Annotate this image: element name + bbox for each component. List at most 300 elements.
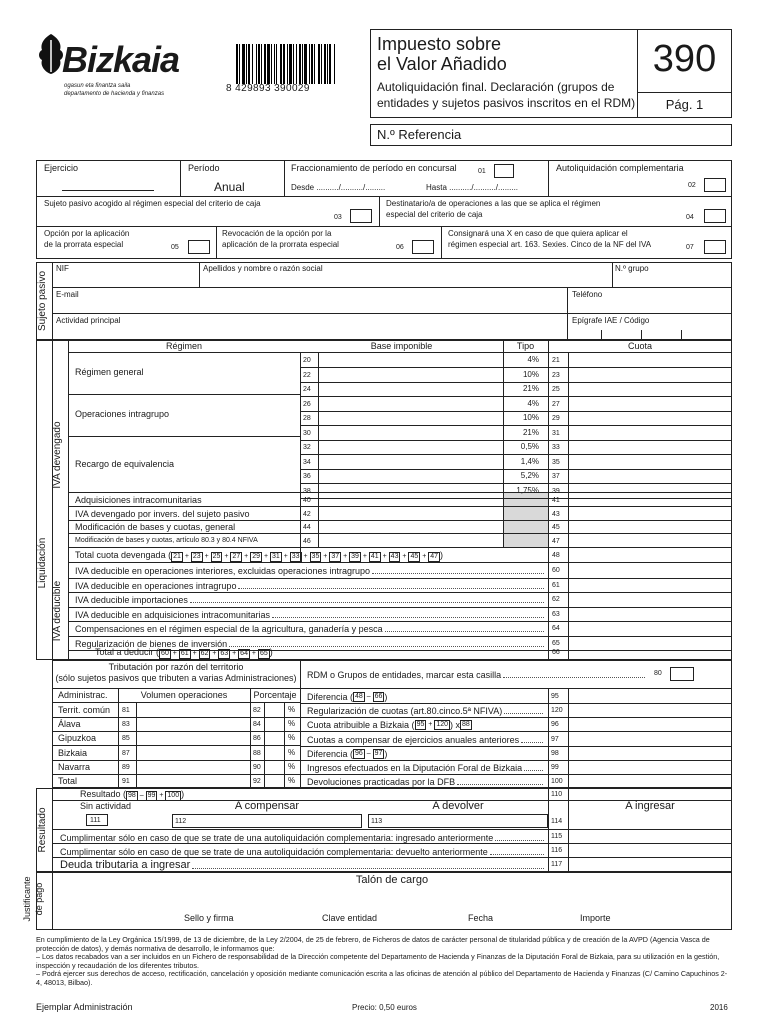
legal-p2: – Los datos recabados van a ser incluidos en un Fichero de responsabilidad de la Dirección competente del Departamento de Hacienda y Finanzas de la Diputación Foral de Bizkaia, para su utilización en la gestión, inspección y recaudación de los diferentes tributos.: [36, 952, 720, 970]
pct-input-82[interactable]: [265, 703, 284, 717]
deducible-label: Compensaciones en el régimen especial de la agricultura, ganadería y pesca: [75, 624, 383, 634]
ref-box-48: 48: [355, 693, 363, 700]
deducible-label: IVA deducible en operaciones intragrupo: [75, 580, 237, 591]
cuota-code-100: 100: [551, 778, 563, 786]
close-paren: ): [384, 748, 388, 759]
trib-right-label: Devoluciones practicadas por la DFB: [307, 777, 456, 788]
pct-code-82: 82: [253, 707, 261, 714]
barcode-bar: [264, 44, 266, 84]
opcion-prorrata-checkbox[interactable]: [188, 240, 210, 254]
consignara-1: Consignará una X en caso de que quiera aplicar el: [448, 229, 628, 238]
extra-label-46: Modificación de bases y cuotas, artículo 80.3 y 80.4 NFIVA: [75, 536, 258, 544]
vol-input-87[interactable]: [137, 746, 250, 760]
cuota-code-31: 31: [552, 429, 560, 437]
ejemplar-label: Ejemplar Administración: [36, 1002, 133, 1012]
cuota-code-29: 29: [552, 415, 560, 422]
cuota-input-64[interactable]: [569, 621, 732, 635]
barcode-bar: [321, 44, 322, 84]
ref-chain: [353, 690, 384, 702]
cuota-input-97[interactable]: [569, 732, 732, 746]
cuota-code-43: 43: [552, 510, 560, 518]
cuota-code-62: 62: [552, 596, 560, 603]
vol-input-81[interactable]: [137, 703, 250, 717]
pct-input-90[interactable]: [265, 760, 284, 774]
ref-box-37: 37: [331, 553, 340, 560]
operator: +: [249, 650, 258, 657]
base-code-30: 30: [303, 429, 311, 437]
cuota-code-61: 61: [552, 581, 560, 589]
subtitle-2: entidades y sujetos pasivos inscritos en el RDM): [377, 96, 636, 110]
cuota-input-23[interactable]: [569, 368, 732, 382]
base-code-28: 28: [303, 415, 311, 422]
ref-box-88: 88: [462, 721, 470, 729]
trib-right-row-99: [307, 762, 545, 773]
operator: +: [242, 553, 251, 560]
ref-box-23: 23: [192, 553, 201, 560]
destinatario-label-1: Destinatario/a de operaciones a las que se aplica el régimen: [386, 199, 601, 208]
base-input-20[interactable]: [319, 353, 503, 367]
leader-dots: [457, 784, 543, 785]
trib-right-row-120: [307, 705, 545, 716]
code-01: 01: [478, 168, 486, 175]
pct-input-92[interactable]: [265, 774, 284, 788]
base-input-46[interactable]: [319, 534, 503, 547]
vol-code-87: 87: [122, 749, 130, 757]
code-113: 113: [371, 818, 383, 825]
fraccionamiento-label: Fraccionamiento de período en concursal: [291, 163, 457, 173]
cuota-input-43[interactable]: [569, 507, 732, 520]
ref-box-31: 31: [271, 553, 280, 560]
operator: +: [360, 553, 369, 560]
admin-91: Total: [58, 776, 78, 786]
trib-right-row-96: [307, 719, 545, 730]
telefono-label: Teléfono: [572, 290, 603, 299]
base-code-42: 42: [303, 510, 311, 518]
rdm-checkbox[interactable]: [670, 667, 694, 681]
vol-code-81: 81: [122, 707, 130, 714]
barcode-bar: [248, 44, 250, 84]
barcode-bar: [271, 44, 272, 84]
ref-box-41: 41: [370, 553, 379, 560]
tributacion-title-2: (sólo sujetos pasivos que tributen a varias Administraciones): [55, 673, 297, 683]
code-110: 110: [551, 791, 563, 798]
deducible-row-64: [75, 623, 546, 634]
opcion-prorrata-2: de la prorrata especial: [44, 240, 124, 249]
a-devolver-input[interactable]: [368, 814, 548, 828]
resultado-label: Resultado: [37, 807, 48, 853]
cuota-code-39: 39: [552, 487, 560, 495]
cuota-input-37[interactable]: [569, 469, 732, 483]
base-code-24: 24: [303, 386, 311, 393]
operator: –: [364, 749, 373, 757]
page-number: Pág. 1: [665, 97, 704, 112]
leader-dots: [504, 713, 543, 714]
trib-right-row-98: [307, 748, 545, 759]
barcode-bar: [258, 44, 260, 84]
ref-box-21: 21: [173, 553, 181, 560]
leader-dots: [372, 573, 544, 574]
base-input-22[interactable]: [319, 368, 503, 382]
cuota-code-99: 99: [551, 764, 559, 771]
barcode-bar: [256, 44, 257, 84]
cuota-input-100[interactable]: [569, 774, 732, 788]
barcode-bar: [289, 44, 292, 84]
ejercicio-label: Ejercicio: [44, 163, 79, 173]
vol-input-83[interactable]: [137, 717, 250, 731]
barcode-bar: [327, 44, 328, 84]
tipo-34: 1,4%: [520, 456, 539, 466]
operator: +: [321, 553, 330, 560]
code-115: 115: [551, 833, 563, 840]
operator: +: [301, 553, 310, 560]
nif-label: NIF: [56, 264, 69, 273]
ref-box-29: 29: [252, 553, 260, 560]
ref-box-33: 33: [291, 553, 300, 560]
ref-box-64: 64: [240, 650, 248, 657]
actividad-label: Actividad principal: [56, 316, 121, 325]
col-cuota: Cuota: [627, 341, 653, 351]
revocacion-checkbox[interactable]: [412, 240, 434, 254]
base-input-26[interactable]: [319, 397, 503, 411]
sello-firma: Sello y firma: [184, 913, 234, 923]
tipo-30: 21%: [522, 427, 539, 437]
regimen-general-label: Régimen general: [75, 367, 144, 377]
cuota-input-47[interactable]: [569, 534, 732, 547]
leader-dots: [190, 602, 544, 603]
cuota-code-21: 21: [552, 357, 560, 364]
cuota-code-33: 33: [552, 444, 560, 451]
cuota-input-29[interactable]: [569, 411, 732, 425]
cuota-input-63[interactable]: [569, 607, 732, 621]
pct-input-84[interactable]: [265, 717, 284, 731]
barcode: [226, 44, 346, 98]
cuota-input-96[interactable]: [569, 717, 732, 731]
base-code-22: 22: [303, 371, 311, 379]
barcode-bar: [283, 44, 285, 84]
operator: +: [182, 553, 191, 560]
clave-entidad: Clave entidad: [322, 913, 378, 923]
code-116: 116: [551, 847, 563, 854]
deducible-row-62: [75, 594, 546, 605]
cuota-input-41[interactable]: [569, 493, 732, 506]
base-code-36: 36: [303, 473, 311, 480]
cuota-input-61[interactable]: [569, 578, 732, 592]
leader-dots: [521, 742, 543, 743]
deducible-label: IVA deducible importaciones: [75, 595, 188, 605]
pct-code-92: 92: [253, 778, 261, 785]
cuota-code-96: 96: [551, 721, 559, 729]
vol-input-85[interactable]: [137, 731, 250, 745]
barcode-bar: [318, 44, 320, 84]
deducible-label: IVA deducible en adquisiciones intracomunitarias: [75, 609, 270, 620]
complementaria-devuelto: Cumplimentar sólo en caso de que se trate de una autoliquidación complementaria: devuelto anteriormente: [60, 845, 546, 857]
cuota-code-41: 41: [552, 497, 560, 504]
pct-sign: %: [288, 776, 296, 785]
trib-right-label: Regularización de cuotas (art.80.cinco.5ª NFIVA): [307, 706, 503, 717]
cuota-48-input[interactable]: [569, 548, 732, 562]
cuota-code-27: 27: [552, 400, 560, 408]
code-03: 03: [334, 214, 342, 221]
cuota-code-65: 65: [552, 639, 560, 647]
desde-field[interactable]: Desde ........../........../.........: [291, 183, 386, 192]
total-devengada-label: Total cuota devengada ( 21 + 23 + 25 + 27 + 29 + 31 + 33 + 35 + 37 + 39 + 41 + 43 + 45 + 47 ): [75, 550, 444, 560]
legal-p1: En cumplimiento de la Ley Orgánica 15/1999, de 13 de diciembre, de la Ley 2/2004, de 25 de febrero, de Ficheros de datos de carácter personal de titularidad pública y de creación de la AVPD (Agencia Vasca de protección de datos), y demás normativa de desarrollo, le informamos que:: [36, 935, 710, 953]
talon-cargo: Talón de cargo: [355, 874, 429, 886]
tipo-20: 4%: [527, 355, 539, 364]
iva-devengado-label: IVA devengado: [52, 421, 63, 489]
trib-right-label: Diferencia (: [307, 748, 354, 759]
code-04: 04: [686, 214, 694, 221]
importe-label: Importe: [580, 913, 611, 923]
pct-sign: %: [288, 761, 296, 771]
rdm-label: RDM o Grupos de entidades, marcar esta casilla: [307, 668, 647, 680]
base-code-32: 32: [303, 444, 311, 451]
base-input-36[interactable]: [319, 469, 503, 483]
autoliq-complementaria-label: Autoliquidación complementaria: [556, 163, 684, 173]
tax-title-1: Impuesto sobre: [377, 34, 502, 54]
deducible-row-63: [75, 609, 546, 620]
ejercicio-input[interactable]: [62, 190, 154, 191]
extra-label-42: IVA devengado por invers. del sujeto pasivo: [75, 508, 250, 519]
periodo-label: Período: [188, 163, 220, 173]
operator: +: [281, 553, 290, 560]
operator: +: [230, 650, 239, 657]
revocacion-1: Revocación de la opción por la: [222, 229, 332, 238]
barcode-bar: [242, 44, 245, 84]
base-input-32[interactable]: [319, 440, 503, 454]
pct-sign: %: [288, 733, 296, 743]
cuota-input-62[interactable]: [569, 592, 732, 606]
extra-label-44: Modificación de bases y cuotas, general: [75, 522, 236, 532]
base-input-44[interactable]: [319, 520, 503, 533]
cuota-input-65[interactable]: [569, 636, 732, 650]
fraccionamiento-checkbox[interactable]: [494, 164, 514, 178]
ref-box-62: 62: [200, 650, 209, 657]
cuota-input-120[interactable]: [569, 703, 732, 717]
hasta-field[interactable]: Hasta ........../........../.........: [426, 183, 519, 192]
cuota-code-98: 98: [551, 749, 559, 757]
operator: +: [157, 792, 166, 799]
base-code-20: 20: [303, 357, 311, 364]
cuota-code-45: 45: [552, 524, 560, 531]
barcode-bars: [226, 44, 346, 84]
cuota-code-64: 64: [552, 625, 560, 632]
code-112: 112: [175, 818, 187, 825]
deducible-label: IVA deducible en operaciones interiores, excluidas operaciones intragrupo: [75, 566, 371, 576]
ref-box-61: 61: [180, 650, 189, 657]
tipo-26: 4%: [527, 398, 539, 408]
vol-input-89[interactable]: [137, 760, 250, 774]
tipo-24: 21%: [522, 384, 539, 393]
cuota-code-47: 47: [552, 537, 560, 545]
vol-input-91[interactable]: [137, 774, 250, 788]
base-code-34: 34: [303, 458, 311, 466]
legal-p3: – Podrá ejercer sus derechos de acceso, rectificación, cancelación y oposición mediante comunicación escrita a las oficinas de atención al público del Departamento de Hacienda y Finanzas (C/ Camino Capuchinos 2-4, 48013, Bilbao).: [36, 969, 728, 987]
admin-83: Álava: [58, 719, 81, 730]
pct-input-86[interactable]: [265, 731, 284, 745]
cuota-input-25[interactable]: [569, 382, 732, 396]
barcode-bar: [246, 44, 247, 84]
base-input-24[interactable]: [319, 382, 503, 396]
total-deducir-label: Total a deducir ( 60 + 61 + 62 + 63 + 64 + 65 ): [95, 647, 273, 657]
operator: +: [210, 650, 219, 657]
operator: +: [426, 721, 435, 729]
deducible-row-61: [75, 580, 546, 591]
a-compensar-label: A compensar: [234, 800, 300, 812]
vol-code-83: 83: [122, 721, 130, 729]
deuda-tributaria: Deuda tributaria a ingresar: [60, 858, 546, 871]
pct-code-86: 86: [253, 735, 261, 743]
cuota-input-45[interactable]: [569, 520, 732, 533]
barcode-bar: [296, 44, 297, 84]
tipo-36: 5,2%: [520, 471, 539, 480]
a-compensar-input[interactable]: [172, 814, 362, 828]
operator: +: [262, 553, 270, 560]
col-volumen: Volumen operaciones: [140, 690, 228, 700]
resultado-formula: Resultado ( 98 – 99 + 100 ): [80, 789, 185, 799]
ref-box-66: 66: [374, 693, 383, 700]
trib-right-label: Cuotas a compensar de ejercicios anuales anteriores: [307, 734, 520, 745]
ref-box-99: 99: [147, 792, 156, 799]
ref-box-35: 35: [311, 553, 320, 560]
cuota-input-60[interactable]: [569, 563, 732, 577]
pct-code-84: 84: [253, 721, 261, 729]
leader-dots: [238, 588, 544, 589]
code-07: 07: [686, 244, 694, 251]
base-input-34[interactable]: [319, 455, 503, 469]
operaciones-intragrupo-label: Operaciones intragrupo: [75, 409, 170, 419]
barcode-bar: [324, 44, 326, 84]
admin-85: Gipuzkoa: [58, 733, 97, 744]
cuota-input-35[interactable]: [569, 455, 732, 469]
barcode-bar: [329, 44, 331, 84]
col-regimen: Régimen: [165, 341, 203, 351]
admin-87: Bizkaia: [58, 747, 88, 758]
cuota-input-98[interactable]: [569, 746, 732, 760]
grupo-label: N.º grupo: [615, 264, 649, 273]
logo-name: Bizkaia: [62, 39, 180, 80]
ref-box-47: 47: [430, 553, 439, 560]
cuota-code-25: 25: [552, 386, 560, 393]
criterio-caja-checkbox[interactable]: [350, 209, 372, 223]
cuota-input-31[interactable]: [569, 426, 732, 440]
code-111: 111: [90, 817, 101, 824]
ref-box-45: 45: [410, 553, 419, 560]
vol-code-85: 85: [122, 735, 130, 743]
model-number: 390: [652, 38, 717, 80]
code-80: 80: [654, 670, 662, 677]
justificante-label-1: Justificante: [22, 876, 32, 922]
cuota-input-33[interactable]: [569, 440, 732, 454]
a-devolver-label: A devolver: [432, 800, 484, 812]
cuota-code-23: 23: [552, 371, 560, 379]
close-paren: ) x: [450, 720, 461, 731]
deducible-row-60: [75, 565, 546, 576]
precio-label: Precio: 0,50 euros: [352, 1003, 417, 1012]
base-input-30[interactable]: [319, 426, 503, 440]
sin-actividad-label: Sin actividad: [80, 801, 132, 811]
trib-right-label: Ingresos efectuados en la Diputación Foral de Bizkaia: [307, 763, 523, 773]
barcode-bar: [239, 44, 240, 84]
tipo-22: 10%: [522, 369, 539, 379]
cuota-input-21[interactable]: [569, 353, 732, 367]
trib-right-row-97: [307, 734, 545, 745]
operator: +: [400, 553, 409, 560]
leader-dots: [229, 646, 544, 647]
barcode-bar: [304, 44, 307, 84]
periodo-value: Anual: [214, 180, 245, 194]
logo-subtitle-1: ogasun eta finantza saila: [64, 83, 131, 89]
ref-box-98: 98: [128, 792, 136, 799]
cuota-input-99[interactable]: [569, 760, 732, 774]
trib-right-row-100: [307, 776, 545, 787]
revocacion-2: aplicación de la prorrata especial: [222, 240, 339, 249]
a-ingresar-label: A ingresar: [625, 800, 675, 812]
vol-code-91: 91: [122, 778, 130, 785]
cuota-code-97: 97: [551, 735, 559, 743]
complementaria-checkbox[interactable]: [704, 178, 726, 192]
barcode-bar: [334, 44, 335, 84]
destinatario-label-2: especial del criterio de caja: [386, 210, 483, 219]
cuota-input-27[interactable]: [569, 397, 732, 411]
ref-box-95: 95: [416, 721, 425, 729]
cuota-code-120: 120: [551, 707, 563, 715]
operator: –: [364, 693, 373, 700]
opcion-prorrata-1: Opción por la aplicación: [44, 229, 130, 238]
barcode-bar: [267, 44, 270, 84]
leader-dots: [385, 631, 544, 632]
base-code-44: 44: [303, 524, 311, 531]
ref-box-97: 97: [374, 749, 383, 757]
sujeto-pasivo-label: Sujeto pasivo: [37, 270, 48, 332]
barcode-bar: [314, 44, 315, 84]
logo: [36, 30, 216, 100]
tipo-28: 10%: [522, 413, 539, 422]
ref-box-63: 63: [220, 650, 229, 657]
ref-chain: [353, 747, 384, 759]
cuota-code-63: 63: [552, 610, 560, 618]
sexies-checkbox[interactable]: [704, 240, 726, 254]
pct-input-88[interactable]: [265, 746, 284, 760]
liquidacion-label: Liquidación: [37, 537, 48, 589]
ref-box-96: 96: [355, 749, 363, 757]
base-input-28[interactable]: [319, 411, 503, 425]
base-input-42[interactable]: [319, 507, 503, 520]
barcode-bar: [280, 44, 282, 84]
pct-code-90: 90: [253, 763, 261, 771]
extra-top-line: [68, 492, 732, 493]
ref-box-39: 39: [351, 553, 359, 560]
sujeto-pasivo-section: [36, 262, 732, 340]
code-06: 06: [396, 244, 404, 251]
base-code-46: 46: [303, 537, 311, 545]
barcode-bar: [302, 44, 303, 84]
cuota-code-35: 35: [552, 458, 560, 466]
barcode-bar: [261, 44, 262, 84]
code-48: 48: [552, 552, 560, 559]
tipo-38: 1,75%: [516, 485, 539, 495]
ref-chain: [415, 718, 450, 730]
ref-box-60: 60: [161, 650, 169, 657]
base-input-40[interactable]: [319, 493, 503, 506]
destinatario-checkbox[interactable]: [704, 209, 726, 223]
recargo-equivalencia-label: Recargo de equivalencia: [75, 459, 175, 469]
pct-sign: %: [288, 719, 296, 729]
barcode-bar: [252, 44, 253, 84]
trib-right-row-95: [307, 691, 545, 702]
cuota-input-95[interactable]: [569, 689, 732, 703]
barcode-bar: [236, 44, 238, 84]
